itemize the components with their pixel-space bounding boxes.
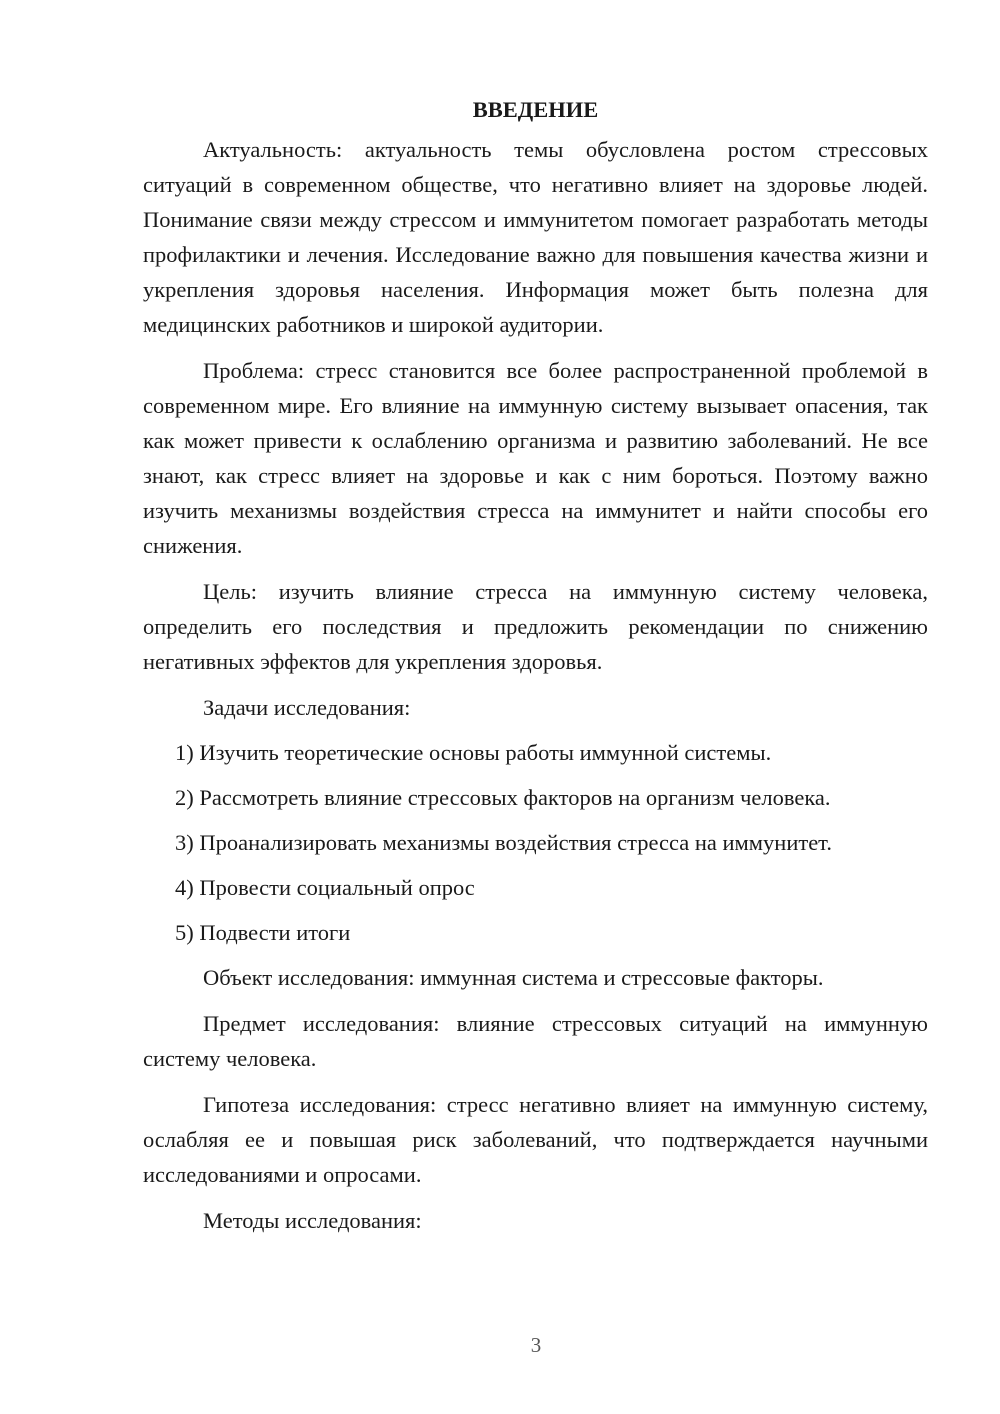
document-page <box>143 92 928 1249</box>
task-item: 4) Провести социальный опрос <box>175 875 475 900</box>
task-item: 3) Проанализировать механизмы воздействия стресса на иммунитет. <box>175 830 832 855</box>
methods-heading: Методы исследования: <box>203 1208 422 1233</box>
subject-paragraph: Предмет исследования: влияние стрессовых ситуаций на иммунную систему человека. <box>143 1011 928 1071</box>
task-item: 5) Подвести итоги <box>175 920 351 945</box>
goal-paragraph: Цель: изучить влияние стресса на иммунную систему человека, определить его последствия и предложить рекомендации по снижению негативных эффектов для укрепления здоровья. <box>143 579 928 674</box>
tasks-heading: Задачи исследования: <box>203 695 411 720</box>
task-item: 2) Рассмотреть влияние стрессовых факторов на организм человека. <box>175 785 831 810</box>
hypothesis-paragraph: Гипотеза исследования: стресс негативно влияет на иммунную систему, ослабляя ее и повышая риск заболеваний, что подтверждается научными исследованиями и опросами. <box>143 1092 928 1187</box>
relevance-paragraph: Актуальность: актуальность темы обусловлена ростом стрессовых ситуаций в современном обществе, что негативно влияет на здоровье людей. Понимание связи между стрессом и иммунитетом помогает разработать методы профилактики и лечения. Исследование важно для повышения качества жизни и укрепления здоровья населения. Информация может быть полезна для медицинских работников и широкой аудитории. <box>143 137 928 337</box>
task-item: 1) Изучить теоретические основы работы иммунной системы. <box>175 740 772 765</box>
object-paragraph: Объект исследования: иммунная система и стрессовые факторы. <box>203 965 824 990</box>
page-number: 3 <box>530 1333 542 1357</box>
tasks-list <box>143 735 928 950</box>
problem-paragraph: Проблема: стресс становится все более распространенной проблемой в современном мире. Его влияние на иммунную систему вызывает опасения, так как может привести к ослаблению организма и развитию заболеваний. Не все знают, как стресс влияет на здоровье и как с ним бороться. Поэтому важно изучить механизмы воздействия стресса на иммунитет и найти способы его снижения. <box>143 358 928 558</box>
page-title: ВВЕДЕНИЕ <box>472 97 599 122</box>
